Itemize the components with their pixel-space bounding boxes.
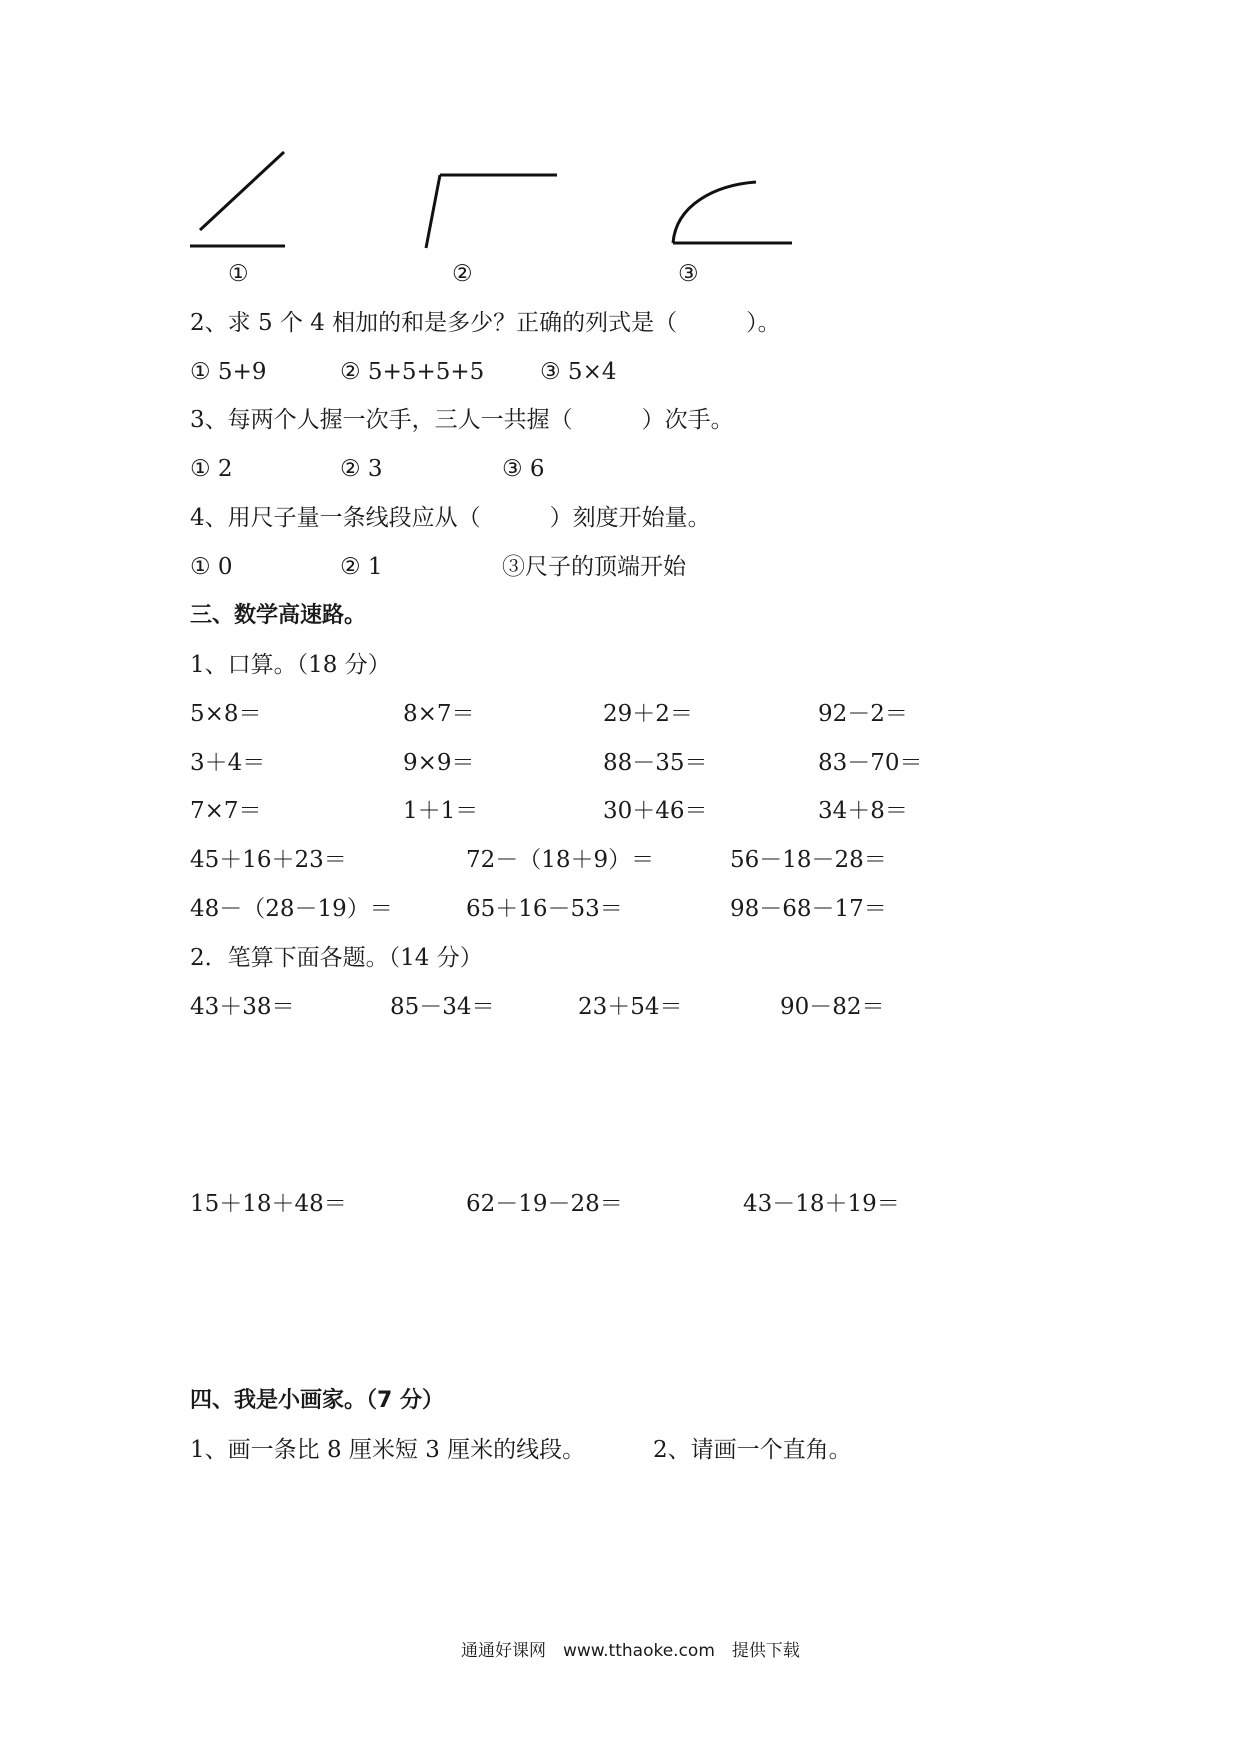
oral-calc-item: 9×9＝ (403, 750, 475, 776)
question-3-text: 3、每两个人握一次手，三人一共握（ ）次手。 (190, 407, 734, 433)
oral-calc-item: 83－70＝ (818, 750, 923, 776)
oral-calc-item: 8×7＝ (403, 701, 475, 727)
oral-calc-item: 3＋4＝ (190, 750, 266, 776)
oral-calc-item: 48－（28－19）＝ (190, 896, 393, 922)
question-2-option-3: ③ 5×4 (540, 359, 617, 385)
oral-calc-item: 72－（18＋9）＝ (466, 847, 655, 873)
oral-calc-item: 88－35＝ (603, 750, 708, 776)
figure-3-curved-shape (673, 182, 792, 243)
drawing-task-1: 1、画一条比 8 厘米短 3 厘米的线段。 (190, 1437, 586, 1463)
oral-calc-item: 65＋16－53＝ (466, 896, 623, 922)
written-calc-title: 2．笔算下面各题。（14 分） (190, 945, 483, 971)
angle-figures (0, 0, 1240, 300)
oral-calc-item: 7×7＝ (190, 798, 262, 824)
oral-calc-item: 45＋16＋23＝ (190, 847, 347, 873)
written-calc-item: 90－82＝ (780, 994, 885, 1020)
question-3-option-1: ① 2 (190, 456, 233, 482)
figure-1-label: ① (228, 261, 249, 287)
footer-credit: 通通好课网 www.tthaoke.com 提供下载 (461, 1641, 800, 1661)
question-4-option-3: ③尺子的顶端开始 (502, 554, 686, 580)
question-4-text: 4、用尺子量一条线段应从（ ）刻度开始量。 (190, 505, 711, 531)
written-calc-item: 15＋18＋48＝ (190, 1191, 347, 1217)
written-calc-item: 23＋54＝ (578, 994, 683, 1020)
figure-2-label: ② (452, 261, 473, 287)
written-calc-item: 43－18＋19＝ (743, 1191, 900, 1217)
oral-calc-item: 34＋8＝ (818, 798, 908, 824)
oral-calc-item: 92－2＝ (818, 701, 908, 727)
question-2-option-1: ① 5+9 (190, 359, 267, 385)
drawing-task-2: 2、请画一个直角。 (653, 1437, 852, 1463)
oral-calc-item: 30＋46＝ (603, 798, 708, 824)
written-calc-item: 85－34＝ (390, 994, 495, 1020)
figure-3-label: ③ (678, 261, 699, 287)
figure-2-angle (426, 175, 557, 248)
written-calc-item: 43＋38＝ (190, 994, 295, 1020)
question-4-option-1: ① 0 (190, 554, 233, 580)
oral-calc-item: 98－68－17＝ (730, 896, 887, 922)
oral-calc-item: 56－18－28＝ (730, 847, 887, 873)
section-4-heading: 四、我是小画家。（7 分） (190, 1388, 444, 1413)
figure-1-angle (190, 152, 285, 246)
question-3-option-2: ② 3 (340, 456, 383, 482)
written-calc-item: 62－19－28＝ (466, 1191, 623, 1217)
oral-calc-item: 1＋1＝ (403, 798, 479, 824)
question-2-option-2: ② 5+5+5+5 (340, 359, 485, 385)
oral-calc-item: 5×8＝ (190, 701, 262, 727)
oral-calc-title: 1、口算。（18 分） (190, 652, 391, 678)
oral-calc-item: 29＋2＝ (603, 701, 693, 727)
question-3-option-3: ③ 6 (502, 456, 545, 482)
section-3-heading: 三、数学高速路。 (190, 603, 367, 628)
question-2-text: 2、求 5 个 4 相加的和是多少？正确的列式是（ ）。 (190, 310, 781, 336)
question-4-option-2: ② 1 (340, 554, 383, 580)
